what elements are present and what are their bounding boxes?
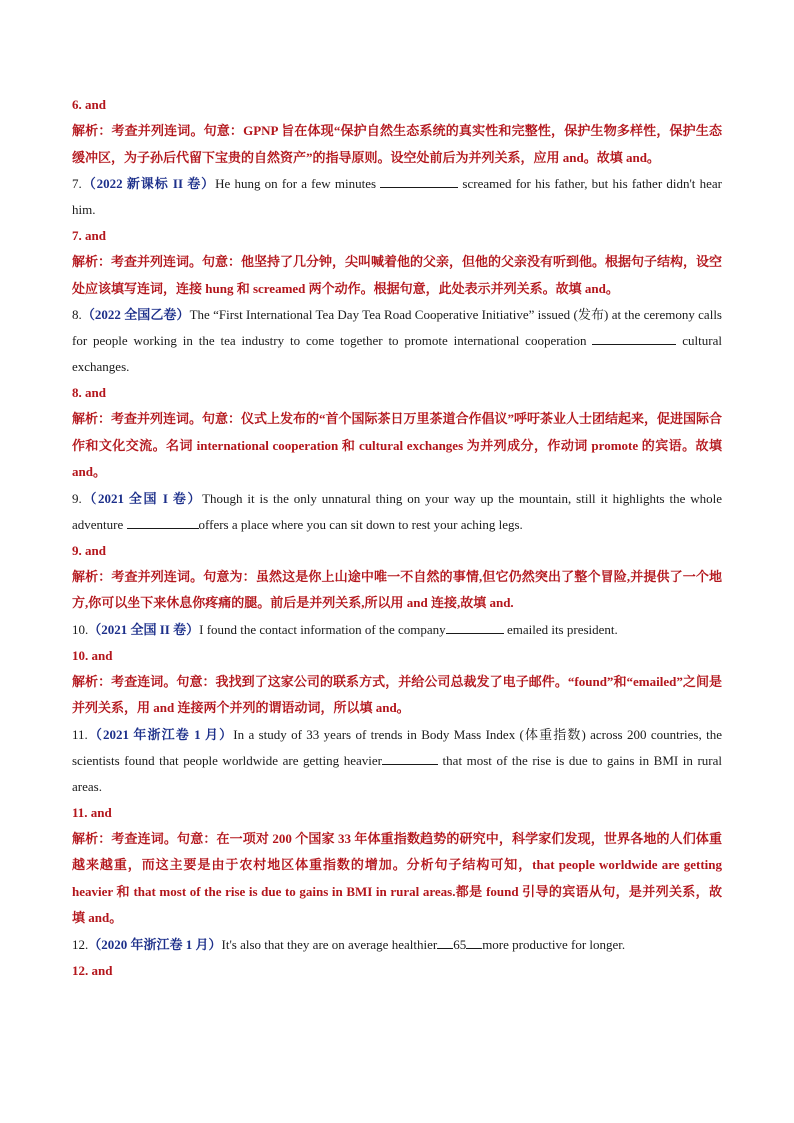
question-9 xyxy=(72,486,722,538)
answer-11: 11. and xyxy=(72,804,112,820)
answer-blank[interactable] xyxy=(380,175,458,188)
question-number: 10. xyxy=(72,621,89,637)
question-number: 7. xyxy=(72,176,82,191)
question-source: （2022 全国乙卷） xyxy=(81,307,190,322)
question-text: screamed for his father, but his father didn't hear him. xyxy=(72,176,722,217)
explanation-9: 解析：考查并列连词。句意为：虽然这是你上山途中唯一不自然的事情,但它仍然突出了整个冒险,并提供了一个地方,你可以坐下来休息你疼痛的腿。前后是并列关系,所以用 and 连接,故填 and. xyxy=(72,568,722,610)
exercise-page xyxy=(72,92,722,984)
answer-blank[interactable] xyxy=(382,752,438,765)
explanation-7: 解析：考查并列连词。句意：他坚持了几分钟，尖叫喊着他的父亲，但他的父亲没有听到他。根据句子结构，设空处应该填写连词，连接 hung 和 screamed 两个动作。根据句意，此处表示并列关系。故填 and。 xyxy=(72,254,723,296)
question-source: （2022 新课标 II 卷） xyxy=(81,176,216,191)
question-11 xyxy=(72,722,722,800)
answer-blank[interactable] xyxy=(466,936,482,949)
question-8 xyxy=(72,302,722,380)
question-number: 8. xyxy=(72,307,82,322)
question-7 xyxy=(72,171,722,223)
question-text: The “First International Tea Day Tea Road Cooperative Initiative” issued (发布) at the ceremony calls for people working in the tea industry to come together to promote international cooperation xyxy=(72,307,722,348)
question-number: 12. xyxy=(72,936,89,952)
question-source: （2021 全国 II 卷） xyxy=(88,621,200,637)
answer-blank[interactable] xyxy=(127,516,199,529)
question-12 xyxy=(72,932,722,958)
answer-8: 8. and xyxy=(72,385,106,400)
question-text: that most of the rise is due to gains in BMI in rural areas. xyxy=(72,752,723,794)
question-text: I found the contact information of the company xyxy=(199,621,446,637)
explanation-11: 解析：考查连词。句意：在一项对 200 个国家 33 年体重指数趋势的研究中，科学家们发现，世界各地的人们体重越来越重，而这主要是由于农村地区体重指数的增加。分析句子结构可知，that people worldwide are getting heavier 和 that most of the rise is due to gains in BMI in rural areas.都是 found 引导的宾语从句，是并列关系，故填 and。 xyxy=(72,830,722,925)
question-text: Though it is the only unnatural thing on your way up the mountain, still it highlights the whole adventure xyxy=(72,490,722,532)
question-10 xyxy=(72,617,722,643)
question-text: He hung on for a few minutes xyxy=(215,176,381,191)
answer-blank[interactable] xyxy=(437,936,453,949)
question-text: offers a place where you can sit down to rest your aching legs. xyxy=(198,516,523,532)
answer-10: 10. and xyxy=(72,647,113,663)
question-source: （2020 年浙江卷 1 月） xyxy=(88,936,222,952)
question-text: emailed its president. xyxy=(503,621,618,637)
question-text: In a study of 33 years of trends in Body Mass Index (体重指数) across 200 countries, the scientists found that people worldwide are getting heavier xyxy=(72,726,722,768)
answer-12: 12. and xyxy=(72,962,113,978)
answer-blank[interactable] xyxy=(446,621,504,634)
question-text: It's also that they are on average healthier xyxy=(221,936,438,952)
explanation-8: 解析：考查并列连词。句意：仪式上发布的“首个国际茶日万里茶道合作倡议”呼吁茶业人士团结起来，促进国际合作和文化交流。名词 international cooperation 和 cultural exchanges 为并列成分，作动词 promote 的宾语。故填 and。 xyxy=(72,411,723,479)
question-number: 9. xyxy=(72,490,82,506)
answer-7: 7. and xyxy=(72,228,106,243)
question-number: 11. xyxy=(72,726,88,742)
question-source: （2021 全国 I 卷） xyxy=(81,490,203,506)
answer-blank[interactable] xyxy=(592,332,676,345)
explanation-6: 解析：考查并列连词。句意：GPNP 旨在体现“保护自然生态系统的真实性和完整性，保护生物多样性，保护生态缓冲区，为子孙后代留下宝贵的自然资产”的指导原则。设空处前后为并列关系，应用 and。故填 and。 xyxy=(72,123,722,165)
answer-6: 6. and xyxy=(72,97,106,112)
question-text: more productive for longer. xyxy=(482,936,626,952)
question-number-inline: 65 xyxy=(453,936,467,952)
explanation-10: 解析：考查连词。句意：我找到了这家公司的联系方式，并给公司总裁发了电子邮件。“found”和“emailed”之间是并列关系，用 and 连接两个并列的谓语动词，所以填 and。 xyxy=(72,673,722,715)
question-source: （2021 年浙江卷 1 月） xyxy=(87,726,234,742)
answer-9: 9. and xyxy=(72,542,106,558)
question-text: cultural exchanges. xyxy=(72,333,722,374)
